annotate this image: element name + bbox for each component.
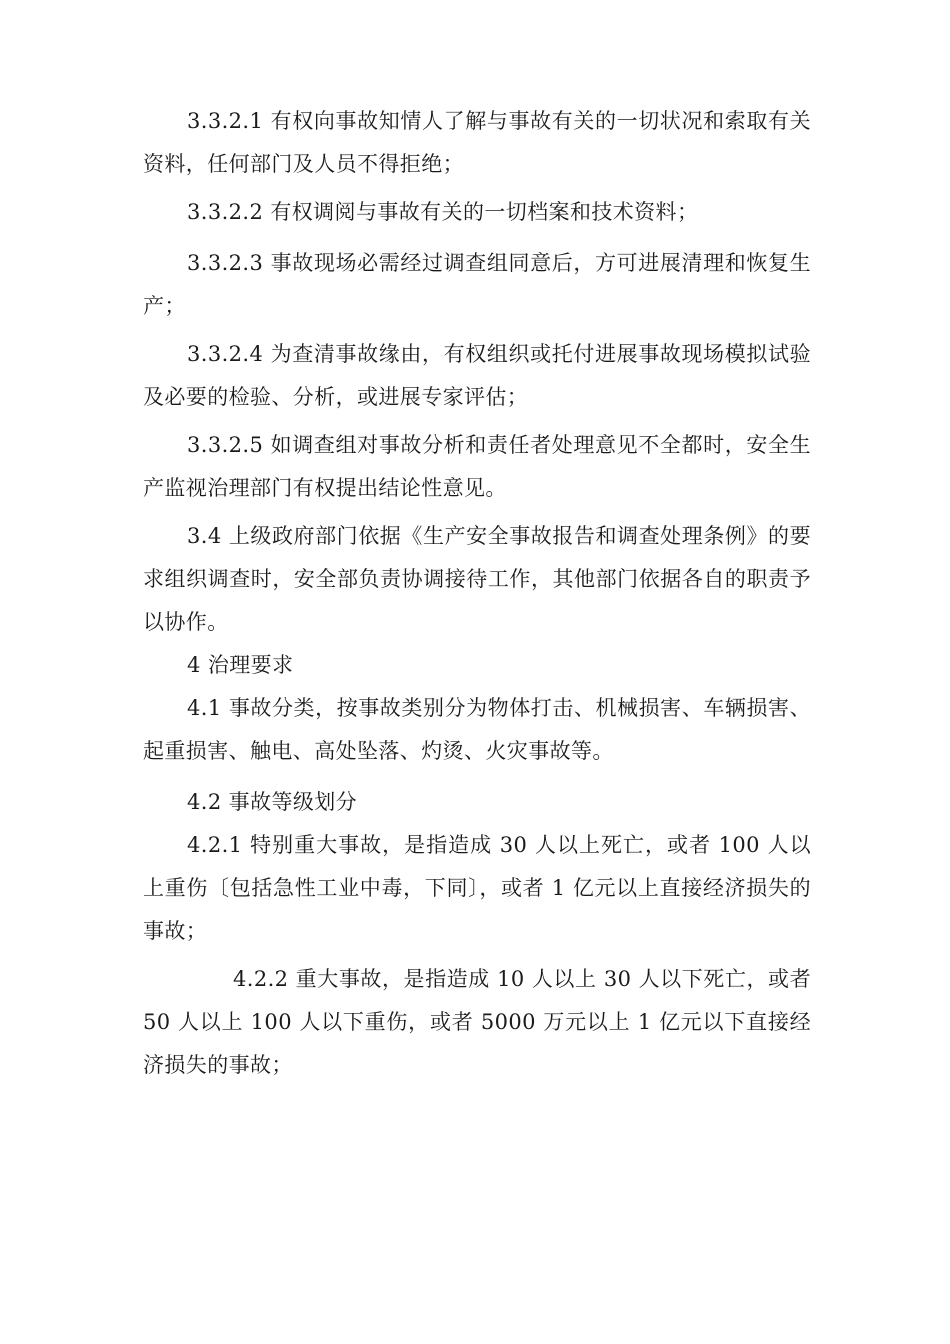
paragraph-3-3-2-4: 3.3.2.4 为查清事故缘由，有权组织或托付进展事故现场模拟试验及必要的检验、分析，或进展专家评估； — [143, 342, 811, 409]
paragraph-3-3-2-2: 3.3.2.2 有权调阅与事故有关的一切档案和技术资料； — [187, 200, 699, 224]
paragraph-3-4: 3.4 上级政府部门依据《生产安全事故报告和调查处理条例》的要求组织调查时，安全部负责协调接待工作，其他部门依据各自的职责予以协作。 — [143, 524, 811, 634]
paragraph-3-3-2-3: 3.3.2.3 事故现场必需经过调查组同意后，方可进展清理和恢复生产； — [143, 251, 811, 318]
paragraph-4-2: 4.2 事故等级划分 — [187, 790, 358, 814]
paragraph-4-2-2: 4.2.2 重大事故，是指造成 10 人以上 30 人以下死亡，或者 50 人以上 100 人以下重伤，或者 5000 万元以上 1 亿元以下直接经济损失的事故； — [143, 967, 811, 1077]
paragraph-3-3-2-5: 3.3.2.5 如调查组对事故分析和责任者处理意见不全都时，安全生产监视治理部门有权提出结论性意见。 — [143, 433, 811, 500]
paragraph-4-2-1: 4.2.1 特别重大事故，是指造成 30 人以上死亡，或者 100 人以上重伤〔包括急性工业中毒，下同〕，或者 1 亿元以上直接经济损失的事故； — [143, 833, 811, 943]
paragraph-3-3-2-1: 3.3.2.1 有权向事故知情人了解与事故有关的一切状况和索取有关资料，任何部门及人员不得拒绝； — [143, 109, 811, 176]
paragraph-4-1: 4.1 事故分类，按事故类别分为物体打击、机械损害、车辆损害、起重损害、触电、高处坠落、灼烫、火灾事故等。 — [143, 696, 811, 763]
document-body — [143, 100, 811, 1087]
section-heading-4: 4 治理要求 — [187, 653, 294, 677]
